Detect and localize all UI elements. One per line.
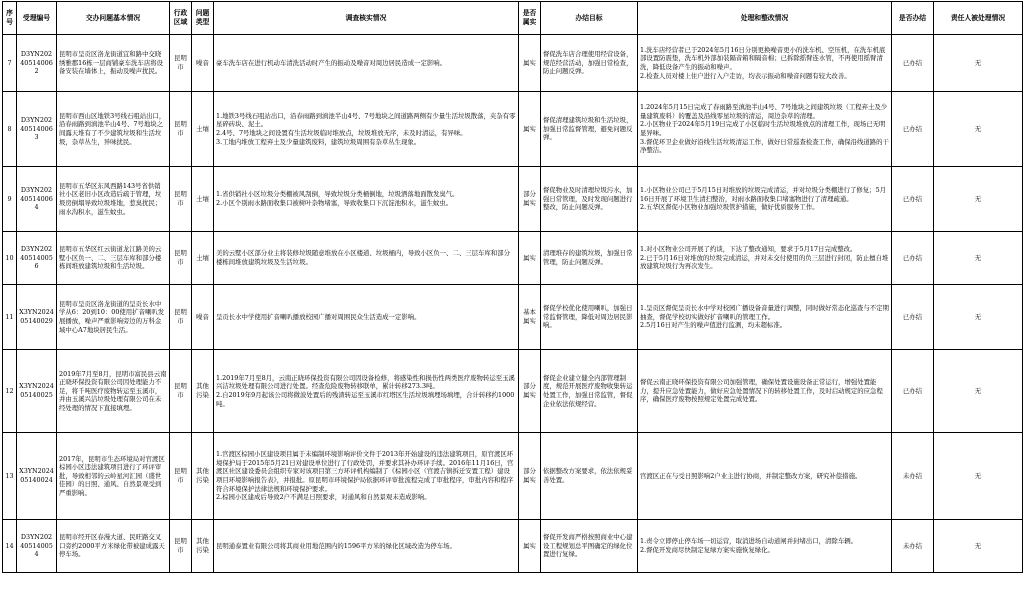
row-problem: 昆明市经开区春漫大道、民旺路交叉口旁约2000平方米绿化带被建成露天停车场。 [57,520,170,573]
row-verified: 属实 [519,520,541,573]
row-id: X3YN202405140024 [17,433,57,520]
row-id: D3YN202405140062 [17,35,57,92]
row-verified: 属实 [519,35,541,92]
row-problem: 昆明市五华区东风西路143号省供销社小区老旧小区改造后疏于管理，垃圾房倒塌导致垃圾堆地，惹臭扰民；雨水沟积水，滋生蚊虫。 [57,167,170,232]
row-problem: 昆明市五华区红云街道龙江路美的云墅小区负一、二、三层车库和部分楼栋间堆放建筑垃圾和生活垃圾。 [57,232,170,285]
row-target: 督促清理建筑垃圾和生活垃圾，加强日常监督管理，避免问题反弹。 [541,92,638,167]
header-investigation: 调查核实情况 [214,2,519,35]
header-closed: 是否办结 [892,2,934,35]
row-region: 昆明市 [170,285,192,350]
row-target: 督促学校优化使用喇叭，加强日常监督管理，降低对周边居民影响。 [541,285,638,350]
row-closed: 已办结 [892,232,934,285]
header-handled: 责任人被处理情况 [934,2,1023,35]
header-no: 序号 [3,2,17,35]
row-verified: 基本属实 [519,285,541,350]
row-rectification: 1.洗车店经营者已于2024年5月16日分别更换噪音更小的洗车机、空压机，在洗车机底部设置防震垫，洗车机外部加装隔音箱和隔音棉；已拆除摇臂连水管，不再使用摇臂清洗，降低设备产生的振动和噪声。 2.检查人员对楼上住户进行入户走访，均表示振动和噪音问题有较大改善。 [638,35,892,92]
row-handled: 无 [934,520,1023,573]
row-region: 昆明市 [170,350,192,433]
row-rectification: 官渡区正在与受日照影响2户业主进行协商，并制定整改方案，研究补偿措施。 [638,433,892,520]
row-region: 昆明市 [170,92,192,167]
row-region: 昆明市 [170,232,192,285]
row-no: 12 [3,350,17,433]
row-closed: 已办结 [892,285,934,350]
row-id: D3YN202405140064 [17,167,57,232]
row-verified: 属实 [519,232,541,285]
row-handled: 无 [934,285,1023,350]
row-investigation: 昆明通泰置业有限公司将其商业用地范围内的1596平方米的绿化区域改造为停车场。 [214,520,519,573]
header-problem: 交办问题基本情况 [57,2,170,35]
header-verified: 是否属实 [519,2,541,35]
table-row [3,350,1023,433]
row-target: 清理堆存的建筑垃圾，加强日常管理，防止问题反弹。 [541,232,638,285]
row-rectification: 1.责令立即停止停车场一切运营，取消进场自动道闸并封堵出口，清除车辆。 2.督促开发商尽快制定复绿方案实施恢复绿化。 [638,520,892,573]
row-type: 土壤 [192,232,214,285]
row-region: 昆明市 [170,433,192,520]
header-row [3,2,1023,35]
row-problem: 2017年，昆明市生态环境局对官渡区棕园小区违法建筑项目进行了环评审批，导致相邻的云岭星河汇园（盛世佳园）的日照、通风、自然景观受到严重影响。 [57,433,170,520]
row-closed: 未办结 [892,433,934,520]
row-target: 督促开发商严格按照商业中心建设工程规划总平图确定的绿化位置进行复绿。 [541,520,638,573]
row-id: X3YN202405140029 [17,285,57,350]
row-investigation: 1.官渡区棕园小区建设项目属于未编制环境影响评价文件于2013年开始建设的违法建筑项目，原官渡区环境保护局于2015年5月21日对建设单位进行了行政处罚，并要求其补办环评手续。2016年11月16日，官渡区社区建设委员会组织专家对该项目第三方环评机构编制了《棕园小区（官渡吉镇拆迁安置工程）建设项目环境影响报告表》，并报批。原昆明市环境保护局依据环评审批流程完成了审批程序，审批内容和程序符合环境保护法律法规和环境保护要求。 2.棕园小区建成后导致2户不满足日照要求，对通风和自然景观未造成影响。 [214,433,519,520]
row-target: 督促洗车店合理使用经营设备，规范经营活动，加强日常检查，防止问题反弹。 [541,35,638,92]
row-region: 昆明市 [170,35,192,92]
row-problem: 2019年7月至8月，昆明市富民县云南正晓环保投资有限公司因处理能力不足，将千吨医疗废物转运至玉溪市，并由玉溪兴洁垃圾处理有限公司在未经处理的情况下直接填埋。 [57,350,170,433]
header-type: 问题类型 [192,2,214,35]
table-row [3,433,1023,520]
row-id: D3YN202405140056 [17,232,57,285]
row-closed: 已办结 [892,35,934,92]
row-type: 其他污染 [192,350,214,433]
row-id: D3YN202405140063 [17,92,57,167]
row-no: 13 [3,433,17,520]
header-rectification: 处理和整改情况 [638,2,892,35]
row-no: 7 [3,35,17,92]
row-verified: 部分属实 [519,433,541,520]
row-target: 督促物业及时清理垃圾污水，加强日常管理，及时发现问题进行整改，防止问题反弹。 [541,167,638,232]
row-problem: 昆明市呈贡区洛龙街道宜和路中交晓绣雅郡16栋一层商铺豪车洗车店将设备安装在墙体上，振动及噪声扰民。 [57,35,170,92]
header-id: 受理编号 [17,2,57,35]
row-closed: 已办结 [892,167,934,232]
row-type: 噪音 [192,285,214,350]
row-type: 土壤 [192,92,214,167]
row-target: 督促企业建立健全内部管理制度，规范开展医疗废物收集转运处置工作，加强日常监管，督促企业依法依规经营。 [541,350,638,433]
table-row [3,167,1023,232]
table-row [3,35,1023,92]
row-rectification: 1.对小区物业公司开展了约谈，下达了整改通知，要求于5月17日完成整改。 2.已于5月16日对堆放的垃圾完成清运，并对未交付使用的负三层进行封闭，防止擅自堆放建筑垃圾行为再次发生。 [638,232,892,285]
row-handled: 无 [934,92,1023,167]
row-investigation: 美的云墅小区部分业主将装修垃圾随意堆放在小区楼道、垃圾桶内，导致小区负一、二、三层车库和部分楼栋间堆放建筑垃圾及生活垃圾。 [214,232,519,285]
row-no: 8 [3,92,17,167]
table-row [3,520,1023,573]
case-table [2,1,1023,573]
row-id: D3YN202405140054 [17,520,57,573]
row-closed: 未办结 [892,520,934,573]
row-type: 噪音 [192,35,214,92]
row-no: 11 [3,285,17,350]
row-verified: 部分属实 [519,350,541,433]
row-verified: 部分属实 [519,167,541,232]
row-region: 昆明市 [170,167,192,232]
row-type: 其他污染 [192,520,214,573]
row-handled: 无 [934,35,1023,92]
row-handled: 无 [934,350,1023,433]
row-investigation: 1.省供销社小区垃圾分类棚被风刮倒，导致垃圾分类桶倒地，垃圾洒落地面散发臭气。 2.小区个别雨水路面收集口被树叶杂物堵塞，导致收集口下沉淀池积水，滋生蚊虫。 [214,167,519,232]
row-problem: 昆明市呈贡区洛龙街道的呈贡长水中学从6：20到10：00使用扩音喇叭发展播放，噪声严重影响旁边的万科金域中心A7地块居民生活。 [57,285,170,350]
table-row [3,285,1023,350]
row-verified: 属实 [519,92,541,167]
row-investigation: 呈贡长水中学使用扩音喇叭播放校园广播对周围民众生活造成一定影响。 [214,285,519,350]
row-handled: 无 [934,433,1023,520]
row-type: 土壤 [192,167,214,232]
header-region: 行政区域 [170,2,192,35]
row-rectification: 1.2024年5月15日完成了春雨路至滇池半山4号、7号地块之间建筑垃圾（工程弃土及少量建筑废料）的覆盖及沿线零星垃圾的清运，周边杂草的清理。 2.小区物业于2024年5月19日完成了小区临时生活垃圾堆放点的清理工作，现场已无明显异味。 3.督促环卫企业做好沿线生活垃圾清运工作，做好日常巡查检查工作，确保沿线道路的干净整洁。 [638,92,892,167]
row-rectification: 督促云南正晓环保投资有限公司加强管理，确保处置设施设备正常运行，增强处置能力，提升应急处置能力，做好应急处置情况下的转移处置工作，及时启动规定的应急程序，确保医疗废物按照规定处置完成处置。 [638,350,892,433]
row-region: 昆明市 [170,520,192,573]
row-problem: 昆明市西山区地铁3号线石咀站出口，沿春雨路到滇池半山4号、7号地块之间露天堆有了不少建筑垃圾和生活垃圾，杂草丛生，异味扰民。 [57,92,170,167]
row-no: 14 [3,520,17,573]
row-investigation: 1.地铁3号线石咀站出口，沿春雨路到滇池半山4号、7号地块之间道路两侧有少量生活垃圾散落，夹杂有零星碎砖块、泥土。 2.4号、7号地块之间设置有生活垃圾临时堆放点，垃圾堆放无序，未及时清运，有异味。 3.工地内堆放工程弃土及少量建筑废料，建筑垃圾周围有杂草丛生现象。 [214,92,519,167]
table-row [3,232,1023,285]
table-row [3,92,1023,167]
row-no: 9 [3,167,17,232]
row-rectification: 1.小区物业公司已于5月15日对堆放的垃圾完成清运，并对垃圾分类棚进行了修复；5月16日开展了环境卫生清扫整治，对雨水路面收集口堵塞物进行了清理疏通。 2.五华区督促小区物业加强垃圾管护措施，做好优质服务工作。 [638,167,892,232]
row-investigation: 豪车洗车店在进行机动车清洗活动时产生的振动及噪音对周边居民造成一定影响。 [214,35,519,92]
row-investigation: 1.2019年7月至8月，云南正晓环保投资有限公司因设备检修，将感染性和损伤性两类医疗废物转运至玉溪兴洁垃圾处理有限公司进行处置。经查危险废物转移联单，累计转移273.3吨。 2.自2019年9月起该公司将微波处置后的残渣转运至玉溪市红塔区生活垃圾填埋场填埋，合计转移约1000吨。 [214,350,519,433]
row-rectification: 1.呈贡区督促呈贡长水中学对校园广播设备音量进行调整，同时做好常态化巡查与不定期抽查，督促学校切实做好扩音喇叭的管理工作。 2.5月16日对产生的噪声值进行监测，均未超标准。 [638,285,892,350]
row-handled: 无 [934,167,1023,232]
row-handled: 无 [934,232,1023,285]
row-no: 10 [3,232,17,285]
row-closed: 已办结 [892,350,934,433]
row-id: X3YN202405140025 [17,350,57,433]
header-target: 办结目标 [541,2,638,35]
row-closed: 已办结 [892,92,934,167]
row-target: 依据整改方案要求，依法依规妥善处置。 [541,433,638,520]
row-type: 其他污染 [192,433,214,520]
